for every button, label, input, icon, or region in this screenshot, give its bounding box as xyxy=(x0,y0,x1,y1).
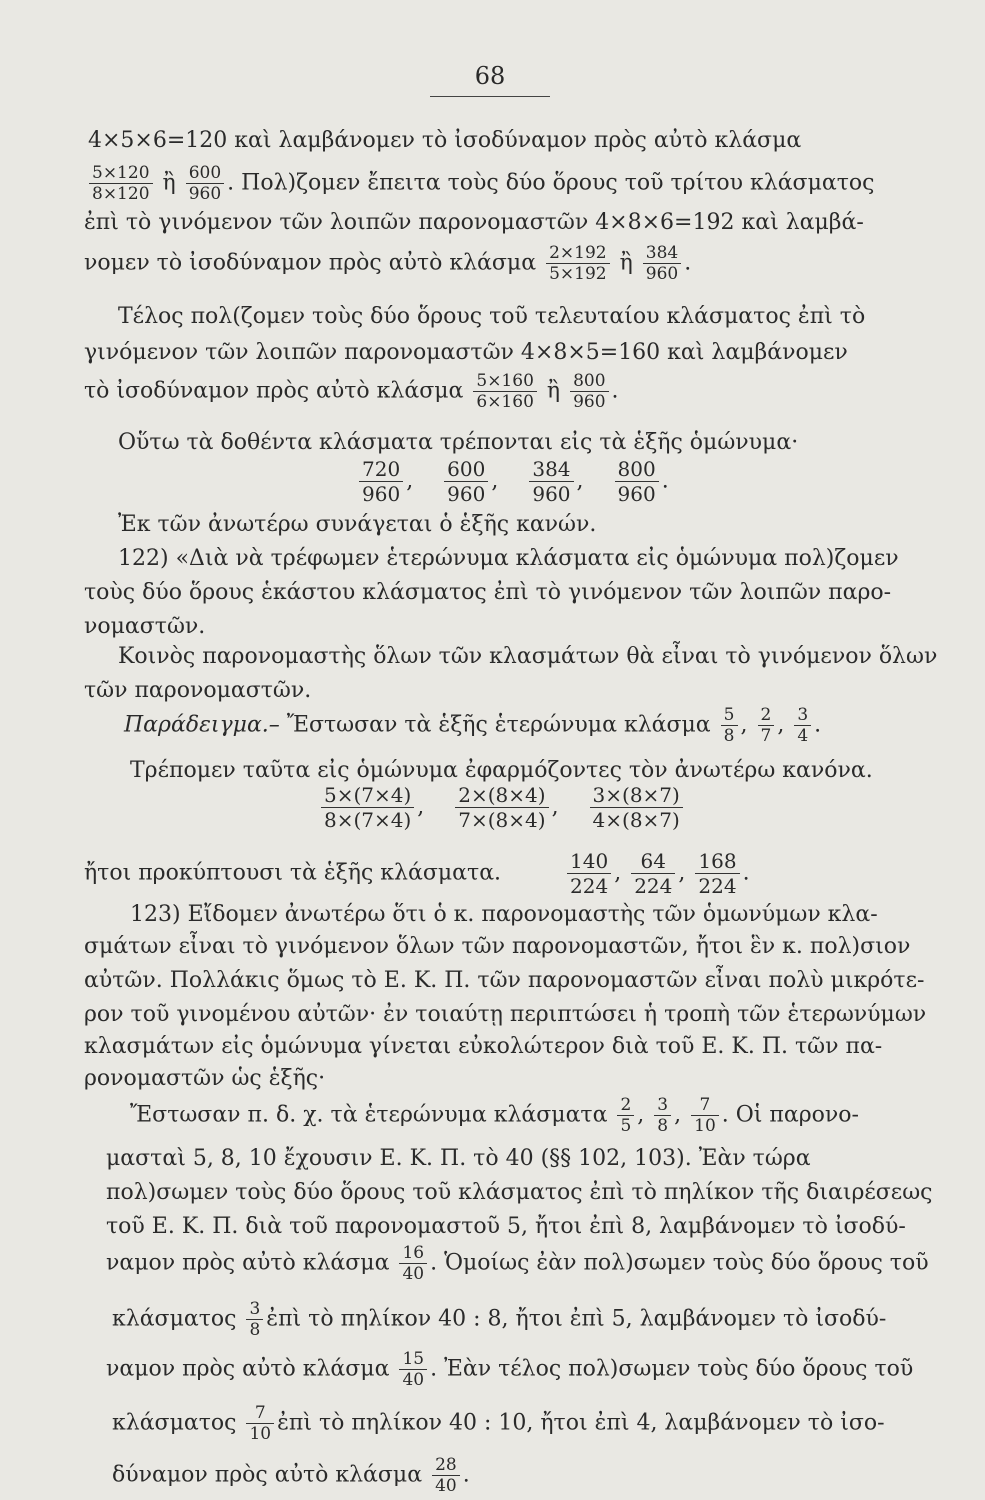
fraction: $\frac{15}{40}$ xyxy=(399,1350,427,1389)
example-label: Παράδειγμα.– xyxy=(124,712,280,738)
fraction: $\frac{2\times 192}{5\times 192}$ xyxy=(546,244,610,283)
page-number: 68 xyxy=(474,62,506,90)
text-line: γινόμενον τῶν λοιπῶν παρονομαστῶν 4×8×5=160 καὶ λαμβάνομεν xyxy=(84,340,848,365)
text-line: Τρέπομεν ταῦτα εἰς ὁμώνυμα ἐφαρμόζοντες τὸν ἀνωτέρω κανόνα. xyxy=(130,758,873,783)
text-line: Ἔστωσαν π. δ. χ. τὰ ἑτερώνυμα κλάσματα $\frac{2}{5}$ , $\frac{3}{8}$ , $\frac{7}{10}$ . Οἱ παρονο- xyxy=(130,1095,859,1136)
fraction: $\frac{64}{224}$ xyxy=(631,850,675,897)
text-line: τὸ ἰσοδύναμον πρὸς αὐτὸ κλάσμα $\frac{5\times 160}{6\times 160}$ ἢ $\frac{800}{960}$ . xyxy=(84,371,619,412)
text-line: 4×5×6=120 καὶ λαμβάνομεν τὸ ἰσοδύναμον πρὸς αὐτὸ κλάσμα xyxy=(88,128,802,153)
text-line: μασταὶ 5, 8, 10 ἔχουσιν Ε. Κ. Π. τὸ 40 (§§ 102, 103). Ἐὰν τώρα xyxy=(106,1146,811,1171)
text-line: 122) «Διὰ νὰ τρέφωμεν ἑτερώνυμα κλάσματα εἰς ὁμώνυμα πολ)ζομεν xyxy=(118,546,899,571)
text-line: σμάτων εἶναι τὸ γινόμενον ὅλων τῶν παρονομαστῶν, ἤτοι ἓν κ. πολ)σιον xyxy=(84,934,911,959)
text-line: Ἐκ τῶν ἀνωτέρω συνάγεται ὁ ἑξῆς κανών. xyxy=(118,512,597,537)
text-line: Τέλος πολ(ζομεν τοὺς δύο ὅρους τοῦ τελευταίου κλάσματος ἐπὶ τὸ xyxy=(118,304,866,329)
fraction: $\frac{5\times 120}{8\times 120}$ xyxy=(89,164,153,203)
fraction: $\frac{3}{4}$ xyxy=(794,706,811,745)
fraction: $\frac{140}{224}$ xyxy=(567,850,611,897)
text-line: ἤτοι προκύπτουσι τὰ ἑξῆς κλάσματα. $\frac{140}{224}$ , $\frac{64}{224}$ , $\frac{168}{224}$ . xyxy=(84,849,750,898)
fraction: $\frac{800}{960}$ xyxy=(570,372,608,411)
text-line: κλασμάτων εἰς ὁμώνυμα γίνεται εὐκολώτερον διὰ τοῦ Ε. Κ. Π. τῶν πα- xyxy=(84,1034,883,1059)
text-line: ναμον πρὸς αὐτὸ κλάσμα $\frac{15}{40}$ . Ἐὰν τέλος πολ)σωμεν τοὺς δύο ὅρους τοῦ xyxy=(106,1349,914,1390)
text-line: ναμον πρὸς αὐτὸ κλάσμα $\frac{16}{40}$ . Ὁμοίως ἐὰν πολ)σωμεν τοὺς δύο ὅρους τοῦ xyxy=(106,1243,929,1284)
text-line: κλάσματος $\frac{7}{10}$ ἐπὶ τὸ πηλίκον 40 : 10, ἤτοι ἐπὶ 4, λαμβάνομεν τὸ ἰσο- xyxy=(112,1403,885,1444)
fraction: $\frac{5\times(7\times 4)}{8\times(7\times 4)}$ xyxy=(321,784,414,831)
text-line: νομαστῶν. xyxy=(84,614,206,639)
equation-line: $\frac{5\times(7\times 4)}{8\times(7\times 4)}$ , $\frac{2\times(8\times 4)}{7\times(8\times 4)}$ , $\frac{3\times(8\times 7)}{4\times(8\times 7)}$ xyxy=(318,784,686,831)
equation-line: $\frac{720}{960}$ , $\frac{600}{960}$ , $\frac{384}{960}$ , $\frac{800}{960}$ . xyxy=(356,458,669,505)
text-line: ἐπὶ τὸ γινόμενον τῶν λοιπῶν παρονομαστῶν 4×8×6=192 καὶ λαμβά- xyxy=(84,210,864,235)
fraction: $\frac{600}{960}$ xyxy=(186,164,224,203)
fraction: $\frac{5}{8}$ xyxy=(721,706,738,745)
fraction: $\frac{800}{960}$ xyxy=(615,458,659,505)
text-line: δύναμον πρὸς αὐτὸ κλάσμα $\frac{28}{40}$ . xyxy=(112,1455,470,1496)
fraction: $\frac{2\times(8\times 4)}{7\times(8\times 4)}$ xyxy=(455,784,548,831)
text-line: Κοινὸς παρονομαστὴς ὅλων τῶν κλασμάτων θὰ εἶναι τὸ γινόμενον ὅλων xyxy=(118,644,938,669)
fraction: $\frac{168}{224}$ xyxy=(695,850,739,897)
fraction: $\frac{7}{10}$ xyxy=(246,1404,274,1443)
fraction: $\frac{2}{5}$ xyxy=(617,1096,634,1135)
text-line: αὐτῶν. Πολλάκις ὅμως τὸ Ε. Κ. Π. τῶν παρονομαστῶν εἶναι πολὺ μικρότε- xyxy=(84,968,925,993)
fraction: $\frac{28}{40}$ xyxy=(432,1456,460,1495)
page-number-rule xyxy=(430,96,550,97)
fraction: $\frac{384}{960}$ xyxy=(529,458,573,505)
text-line: ρονομαστῶν ὡς ἑξῆς· xyxy=(84,1066,326,1091)
text-line: 123) Εἴδομεν ἀνωτέρω ὅτι ὁ κ. παρονομαστὴς τῶν ὁμωνύμων κλα- xyxy=(130,902,878,927)
fraction: $\frac{600}{960}$ xyxy=(444,458,488,505)
fraction: $\frac{7}{10}$ xyxy=(691,1096,719,1135)
text-line: Παράδειγμα.– Ἔστωσαν τὰ ἑξῆς ἑτερώνυμα κλάσμα $\frac{5}{8}$ , $\frac{2}{7}$ , $\frac{3}{4}$ . xyxy=(124,705,822,746)
fraction: $\frac{5\times 160}{6\times 160}$ xyxy=(473,372,537,411)
text-line: νομεν τὸ ἰσοδύναμον πρὸς αὐτὸ κλάσμα $\frac{2\times 192}{5\times 192}$ ἢ $\frac{384}{960}$ . xyxy=(84,243,692,284)
text-line: τῶν παρονομαστῶν. xyxy=(84,678,312,703)
fraction: $\frac{16}{40}$ xyxy=(399,1244,427,1283)
fraction: $\frac{3\times(8\times 7)}{4\times(8\times 7)}$ xyxy=(590,784,683,831)
text-line: τοὺς δύο ὅρους ἑκάστου κλάσματος ἐπὶ τὸ γινόμενον τῶν λοιπῶν παρο- xyxy=(84,580,892,605)
text-line: τοῦ Ε. Κ. Π. διὰ τοῦ παρονομαστοῦ 5, ἤτοι ἐπὶ 8, λαμβάνομεν τὸ ἰσοδύ- xyxy=(106,1214,906,1239)
text-line: κλάσματος $\frac{3}{8}$ ἐπὶ τὸ πηλίκον 40 : 8, ἤτοι ἐπὶ 5, λαμβάνομεν τὸ ἰσοδύ- xyxy=(112,1299,887,1340)
text-line: $\frac{5\times 120}{8\times 120}$ ἢ $\frac{600}{960}$ . Πολ)ζομεν ἔπειτα τοὺς δύο ὅρους τοῦ τρίτου κλάσματος xyxy=(86,164,874,203)
fraction: $\frac{384}{960}$ xyxy=(643,244,681,283)
fraction: $\frac{3}{8}$ xyxy=(654,1096,671,1135)
text-line: πολ)σωμεν τοὺς δύο ὅρους τοῦ κλάσματος ἐπὶ τὸ πηλίκον τῆς διαιρέσεως xyxy=(106,1180,933,1205)
text-line: ρον τοῦ γινομένου αὐτῶν· ἐν τοιαύτῃ περιπτώσει ἡ τροπὴ τῶν ἑτερωνύμων xyxy=(84,1002,927,1027)
fraction: $\frac{2}{7}$ xyxy=(758,706,775,745)
text-line: Οὕτω τὰ δοθέντα κλάσματα τρέπονται εἰς τὰ ἑξῆς ὁμώνυμα· xyxy=(118,430,799,455)
fraction: $\frac{720}{960}$ xyxy=(359,458,403,505)
fraction: $\frac{3}{8}$ xyxy=(246,1300,263,1339)
